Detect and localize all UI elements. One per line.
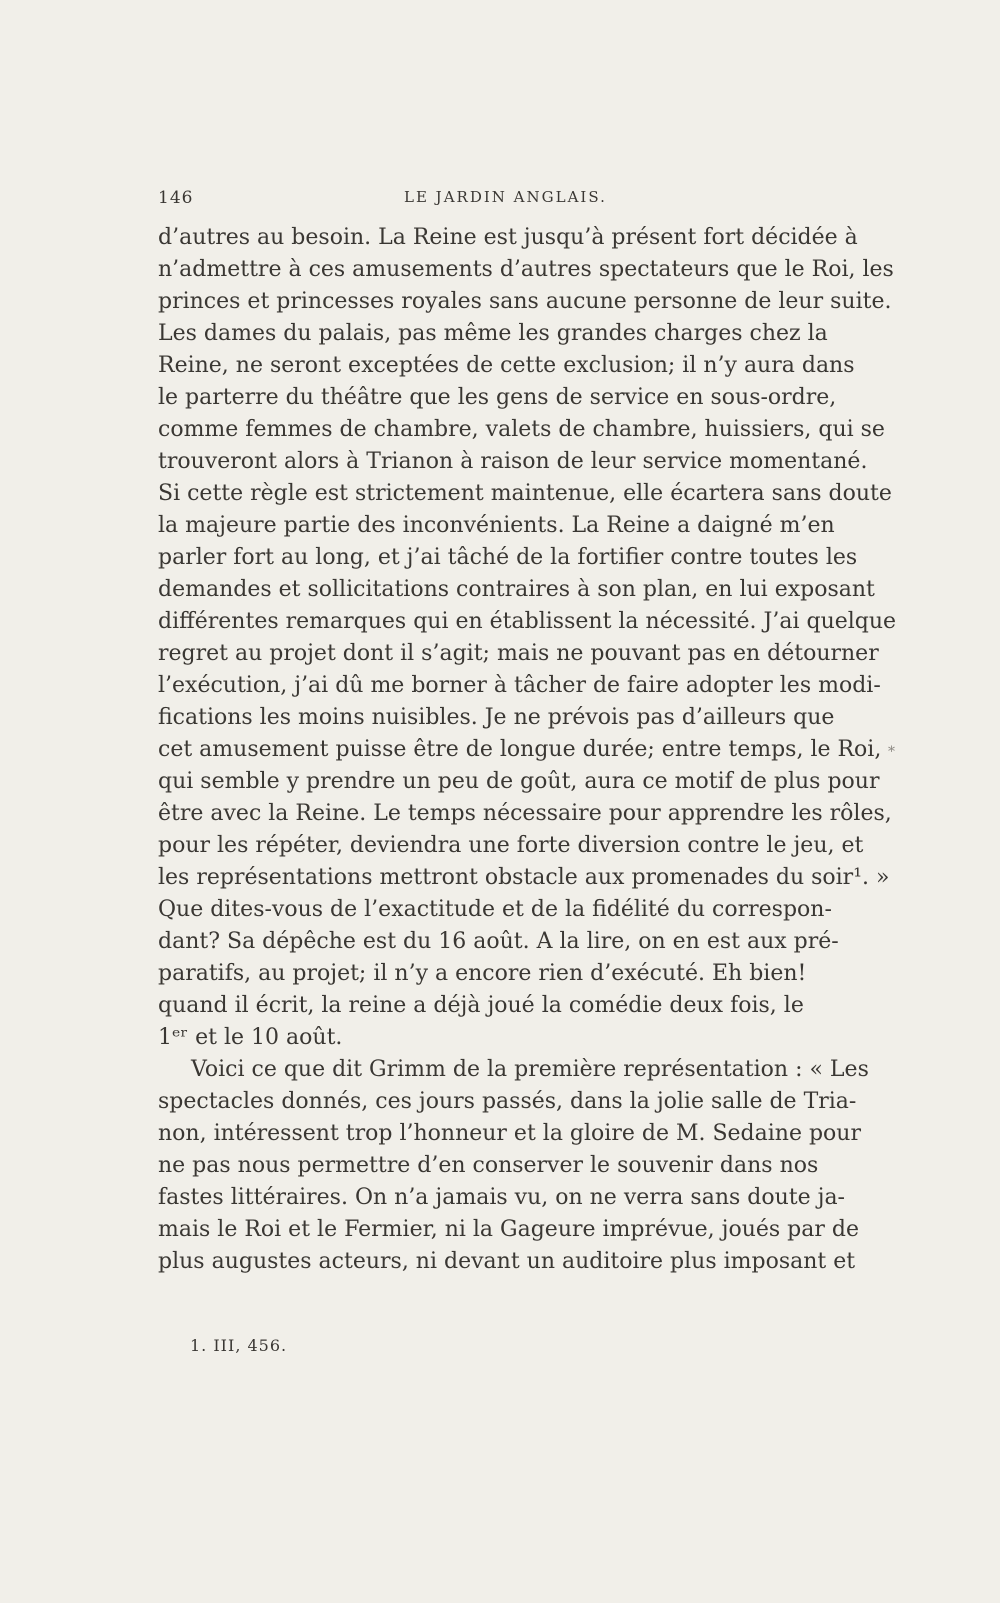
- text-line: plus augustes acteurs, ni devant un auditoire plus imposant et: [158, 1249, 856, 1274]
- text-line: Reine, ne seront exceptées de cette exclusion; il n’y aura dans: [158, 353, 855, 378]
- text-line: mais le Roi et le Fermier, ni la Gageure imprévue, joués par de: [158, 1217, 859, 1242]
- text-line: Si cette règle est strictement maintenue, elle écartera sans doute: [158, 481, 892, 506]
- text-line: ne pas nous permettre d’en conserver le souvenir dans nos: [158, 1153, 819, 1178]
- text-line: demandes et sollicitations contraires à son plan, en lui exposant: [158, 577, 875, 602]
- text-line: parler fort au long, et j’ai tâché de la fortifier contre toutes les: [158, 545, 858, 570]
- text-line: paratifs, au projet; il n’y a encore rien d’exécuté. Eh bien!: [158, 961, 807, 986]
- text-line: fastes littéraires. On n’a jamais vu, on ne verra sans doute ja-: [158, 1185, 845, 1210]
- text-line: regret au projet dont il s’agit; mais ne pouvant pas en détourner: [158, 641, 879, 666]
- text-line: d’autres au besoin. La Reine est jusqu’à présent fort décidée à: [158, 225, 858, 250]
- body-text: [158, 222, 897, 1278]
- page-number: 146: [158, 188, 194, 208]
- page-header: [158, 188, 840, 216]
- text-line: non, intéressent trop l’honneur et la gloire de M. Sedaine pour: [158, 1121, 861, 1146]
- text-line: comme femmes de chambre, valets de chambre, huissiers, qui se: [158, 417, 885, 442]
- running-title: LE JARDIN ANGLAIS.: [404, 188, 607, 206]
- text-line: la majeure partie des inconvénients. La Reine a daigné m’en: [158, 513, 835, 538]
- text-line: cet amusement puisse être de longue durée; entre temps, le Roi,: [158, 737, 882, 762]
- text-line: spectacles donnés, ces jours passés, dans la jolie salle de Tria-: [158, 1089, 857, 1114]
- text-line: être avec la Reine. Le temps nécessaire pour apprendre les rôles,: [158, 801, 892, 826]
- text-line: qui semble y prendre un peu de goût, aura ce motif de plus pour: [158, 769, 880, 794]
- text-line: quand il écrit, la reine a déjà joué la comédie deux fois, le: [158, 993, 804, 1018]
- text-line: n’admettre à ces amusements d’autres spectateurs que le Roi, les: [158, 257, 894, 282]
- stray-asterisk-mark: *: [888, 744, 895, 760]
- text-line: Les dames du palais, pas même les grandes charges chez la: [158, 321, 828, 346]
- text-line: différentes remarques qui en établissent la nécessité. J’ai quelque: [158, 609, 897, 634]
- footnote: 1. III, 456.: [190, 1336, 288, 1355]
- text-line: l’exécution, j’ai dû me borner à tâcher de faire adopter les modi-: [158, 673, 881, 698]
- text-line: le parterre du théâtre que les gens de service en sous-ordre,: [158, 385, 837, 410]
- text-line: 1ᵉʳ et le 10 août.: [158, 1025, 343, 1050]
- text-line: fications les moins nuisibles. Je ne prévois pas d’ailleurs que: [158, 705, 835, 730]
- text-line: dant? Sa dépêche est du 16 août. A la lire, on en est aux pré-: [158, 929, 839, 954]
- text-line: pour les répéter, deviendra une forte diversion contre le jeu, et: [158, 833, 864, 858]
- paragraph-start-line: Voici ce que dit Grimm de la première représentation : « Les: [191, 1057, 869, 1082]
- text-line: les représentations mettront obstacle aux promenades du soir¹. »: [158, 865, 890, 890]
- text-line: trouveront alors à Trianon à raison de leur service momentané.: [158, 449, 868, 474]
- text-line: princes et princesses royales sans aucune personne de leur suite.: [158, 289, 892, 314]
- text-line: Que dites-vous de l’exactitude et de la fidélité du correspon-: [158, 897, 832, 922]
